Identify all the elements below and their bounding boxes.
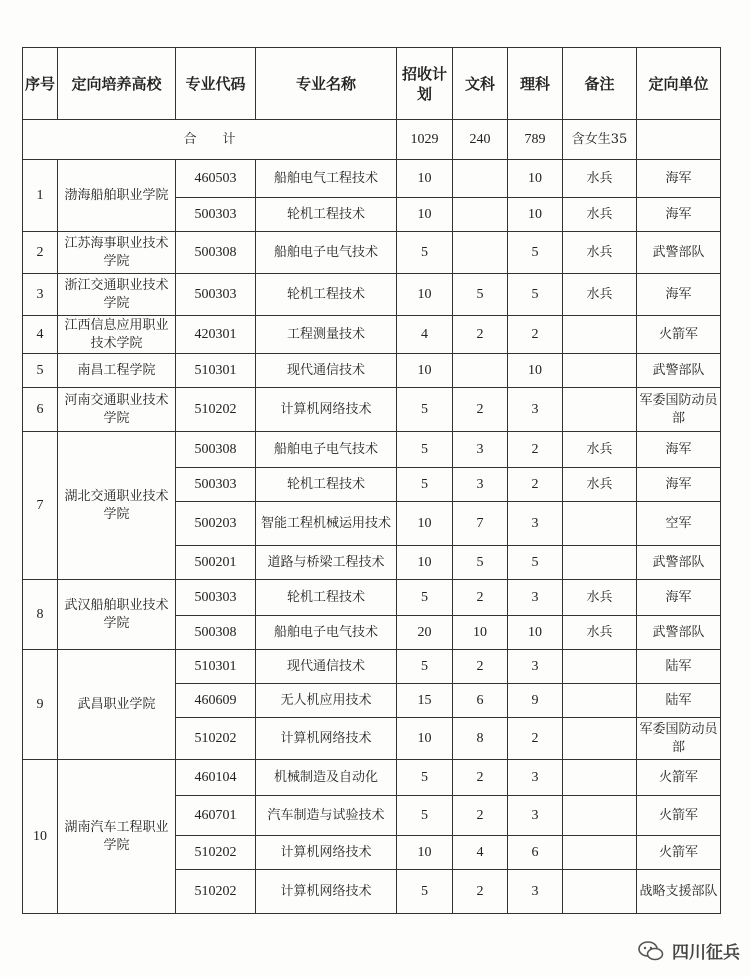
cell-seq: 1: [23, 160, 58, 232]
cell-plan: 5: [397, 232, 453, 274]
table-row: [23, 232, 721, 274]
cell-science: 3: [508, 760, 563, 796]
header-cell: 理科: [508, 48, 563, 120]
cell-major: 轮机工程技术: [256, 580, 397, 616]
table-row: [23, 274, 721, 316]
cell-major: 工程测量技术: [256, 316, 397, 354]
header-cell: 专业代码: [176, 48, 256, 120]
cell-arts: [453, 160, 508, 198]
cell-major: 无人机应用技术: [256, 684, 397, 718]
cell-science: 2: [508, 718, 563, 760]
cell-code: 510202: [176, 388, 256, 432]
cell-note: 水兵: [563, 432, 637, 468]
cell-science: 3: [508, 870, 563, 914]
cell-note: [563, 684, 637, 718]
cell-major: 计算机网络技术: [256, 870, 397, 914]
cell-arts: [453, 232, 508, 274]
cell-plan: 5: [397, 468, 453, 502]
cell-unit: 军委国防动员部: [637, 388, 721, 432]
cell-plan: 5: [397, 870, 453, 914]
table-row: [23, 354, 721, 388]
cell-science: 2: [508, 468, 563, 502]
cell-unit: 海军: [637, 198, 721, 232]
watermark: [638, 938, 740, 963]
cell-science: 2: [508, 432, 563, 468]
header-cell: 招收计划: [397, 48, 453, 120]
cell-arts: 3: [453, 432, 508, 468]
cell-code: 500201: [176, 546, 256, 580]
cell-unit: 火箭军: [637, 796, 721, 836]
table-row: [23, 650, 721, 684]
admission-plan-table: [22, 47, 721, 914]
total-note: 含女生35: [563, 120, 637, 160]
cell-note: [563, 718, 637, 760]
total-science: 789: [508, 120, 563, 160]
cell-plan: 10: [397, 502, 453, 546]
cell-science: 2: [508, 316, 563, 354]
cell-science: 9: [508, 684, 563, 718]
cell-major: 轮机工程技术: [256, 274, 397, 316]
cell-science: 10: [508, 160, 563, 198]
table-row: [23, 432, 721, 468]
cell-unit: 军委国防动员部: [637, 718, 721, 760]
cell-code: 500303: [176, 274, 256, 316]
cell-major: 船舶电子电气技术: [256, 616, 397, 650]
cell-code: 500303: [176, 468, 256, 502]
cell-note: [563, 870, 637, 914]
cell-major: 船舶电子电气技术: [256, 232, 397, 274]
cell-arts: 5: [453, 546, 508, 580]
cell-plan: 10: [397, 836, 453, 870]
cell-note: [563, 546, 637, 580]
cell-major: 船舶电子电气技术: [256, 432, 397, 468]
cell-science: 3: [508, 388, 563, 432]
cell-unit: 武警部队: [637, 546, 721, 580]
cell-plan: 15: [397, 684, 453, 718]
cell-code: 500203: [176, 502, 256, 546]
cell-seq: 4: [23, 316, 58, 354]
cell-seq: 9: [23, 650, 58, 760]
wechat-icon: [638, 941, 664, 961]
cell-major: 轮机工程技术: [256, 468, 397, 502]
cell-seq: 7: [23, 432, 58, 580]
cell-unit: 武警部队: [637, 232, 721, 274]
cell-arts: 7: [453, 502, 508, 546]
cell-unit: 海军: [637, 274, 721, 316]
cell-code: 500303: [176, 198, 256, 232]
cell-school: 浙江交通职业技术学院: [58, 274, 176, 316]
cell-unit: 火箭军: [637, 760, 721, 796]
cell-code: 510301: [176, 650, 256, 684]
cell-unit: 海军: [637, 160, 721, 198]
cell-plan: 10: [397, 354, 453, 388]
cell-code: 460503: [176, 160, 256, 198]
header-cell: 定向单位: [637, 48, 721, 120]
cell-unit: 海军: [637, 468, 721, 502]
header-cell: 专业名称: [256, 48, 397, 120]
cell-note: [563, 650, 637, 684]
cell-science: 10: [508, 616, 563, 650]
total-unit: [637, 120, 721, 160]
cell-seq: 10: [23, 760, 58, 914]
cell-code: 460609: [176, 684, 256, 718]
cell-note: 水兵: [563, 232, 637, 274]
cell-unit: 火箭军: [637, 316, 721, 354]
cell-code: 500308: [176, 616, 256, 650]
cell-unit: 空军: [637, 502, 721, 546]
cell-note: [563, 502, 637, 546]
cell-school: 江西信息应用职业技术学院: [58, 316, 176, 354]
cell-note: 水兵: [563, 160, 637, 198]
cell-code: 420301: [176, 316, 256, 354]
cell-science: 3: [508, 796, 563, 836]
watermark-text: 四川征兵: [672, 943, 740, 963]
cell-arts: 2: [453, 580, 508, 616]
cell-note: [563, 388, 637, 432]
table-row: [23, 388, 721, 432]
cell-arts: 10: [453, 616, 508, 650]
cell-plan: 5: [397, 388, 453, 432]
cell-school: 渤海船舶职业学院: [58, 160, 176, 232]
cell-plan: 10: [397, 160, 453, 198]
cell-school: 武汉船舶职业技术学院: [58, 580, 176, 650]
cell-arts: [453, 354, 508, 388]
cell-note: 水兵: [563, 274, 637, 316]
cell-unit: 陆军: [637, 650, 721, 684]
cell-note: [563, 836, 637, 870]
cell-code: 510301: [176, 354, 256, 388]
cell-science: 3: [508, 650, 563, 684]
cell-major: 计算机网络技术: [256, 718, 397, 760]
cell-major: 智能工程机械运用技术: [256, 502, 397, 546]
cell-seq: 8: [23, 580, 58, 650]
cell-school: 南昌工程学院: [58, 354, 176, 388]
cell-plan: 10: [397, 718, 453, 760]
cell-major: 船舶电气工程技术: [256, 160, 397, 198]
cell-code: 510202: [176, 870, 256, 914]
cell-school: 武昌职业学院: [58, 650, 176, 760]
cell-unit: 海军: [637, 580, 721, 616]
cell-major: 现代通信技术: [256, 650, 397, 684]
cell-note: [563, 354, 637, 388]
cell-note: 水兵: [563, 468, 637, 502]
cell-code: 510202: [176, 836, 256, 870]
cell-arts: 4: [453, 836, 508, 870]
cell-science: 5: [508, 546, 563, 580]
cell-science: 5: [508, 232, 563, 274]
cell-note: [563, 316, 637, 354]
cell-seq: 2: [23, 232, 58, 274]
total-label: 合 计: [23, 120, 397, 160]
cell-major: 汽车制造与试验技术: [256, 796, 397, 836]
header-cell: 定向培养高校: [58, 48, 176, 120]
cell-code: 500308: [176, 232, 256, 274]
cell-major: 轮机工程技术: [256, 198, 397, 232]
cell-school: 湖南汽车工程职业学院: [58, 760, 176, 914]
cell-science: 10: [508, 354, 563, 388]
cell-plan: 5: [397, 432, 453, 468]
cell-unit: 火箭军: [637, 836, 721, 870]
cell-science: 10: [508, 198, 563, 232]
cell-school: 河南交通职业技术学院: [58, 388, 176, 432]
cell-plan: 10: [397, 274, 453, 316]
cell-school: 湖北交通职业技术学院: [58, 432, 176, 580]
cell-plan: 10: [397, 198, 453, 232]
cell-arts: 2: [453, 796, 508, 836]
cell-seq: 5: [23, 354, 58, 388]
total-plan: 1029: [397, 120, 453, 160]
header-cell: 序号: [23, 48, 58, 120]
cell-seq: 6: [23, 388, 58, 432]
cell-arts: 3: [453, 468, 508, 502]
total-row: [23, 120, 721, 160]
cell-arts: 8: [453, 718, 508, 760]
cell-major: 道路与桥梁工程技术: [256, 546, 397, 580]
cell-note: 水兵: [563, 616, 637, 650]
cell-major: 现代通信技术: [256, 354, 397, 388]
cell-unit: 战略支援部队: [637, 870, 721, 914]
cell-seq: 3: [23, 274, 58, 316]
cell-code: 460701: [176, 796, 256, 836]
cell-plan: 5: [397, 760, 453, 796]
cell-science: 5: [508, 274, 563, 316]
header-cell: 备注: [563, 48, 637, 120]
cell-major: 计算机网络技术: [256, 836, 397, 870]
cell-plan: 5: [397, 796, 453, 836]
cell-unit: 海军: [637, 432, 721, 468]
total-arts: 240: [453, 120, 508, 160]
cell-arts: 6: [453, 684, 508, 718]
cell-arts: 2: [453, 650, 508, 684]
cell-plan: 20: [397, 616, 453, 650]
cell-major: 机械制造及自动化: [256, 760, 397, 796]
cell-plan: 5: [397, 580, 453, 616]
cell-plan: 4: [397, 316, 453, 354]
cell-school: 江苏海事职业技术学院: [58, 232, 176, 274]
cell-code: 510202: [176, 718, 256, 760]
cell-unit: 武警部队: [637, 616, 721, 650]
cell-note: 水兵: [563, 580, 637, 616]
cell-unit: 武警部队: [637, 354, 721, 388]
cell-science: 3: [508, 580, 563, 616]
cell-arts: [453, 198, 508, 232]
cell-code: 500308: [176, 432, 256, 468]
table-row: [23, 160, 721, 198]
cell-unit: 陆军: [637, 684, 721, 718]
cell-plan: 5: [397, 650, 453, 684]
cell-arts: 5: [453, 274, 508, 316]
cell-note: [563, 796, 637, 836]
table-row: [23, 316, 721, 354]
cell-arts: 2: [453, 316, 508, 354]
cell-plan: 10: [397, 546, 453, 580]
cell-science: 6: [508, 836, 563, 870]
cell-code: 500303: [176, 580, 256, 616]
header-cell: 文科: [453, 48, 508, 120]
cell-arts: 2: [453, 760, 508, 796]
cell-note: 水兵: [563, 198, 637, 232]
cell-arts: 2: [453, 870, 508, 914]
cell-arts: 2: [453, 388, 508, 432]
table-row: [23, 580, 721, 616]
cell-code: 460104: [176, 760, 256, 796]
cell-major: 计算机网络技术: [256, 388, 397, 432]
table-row: [23, 760, 721, 796]
cell-note: [563, 760, 637, 796]
cell-science: 3: [508, 502, 563, 546]
header-row: [23, 48, 721, 120]
